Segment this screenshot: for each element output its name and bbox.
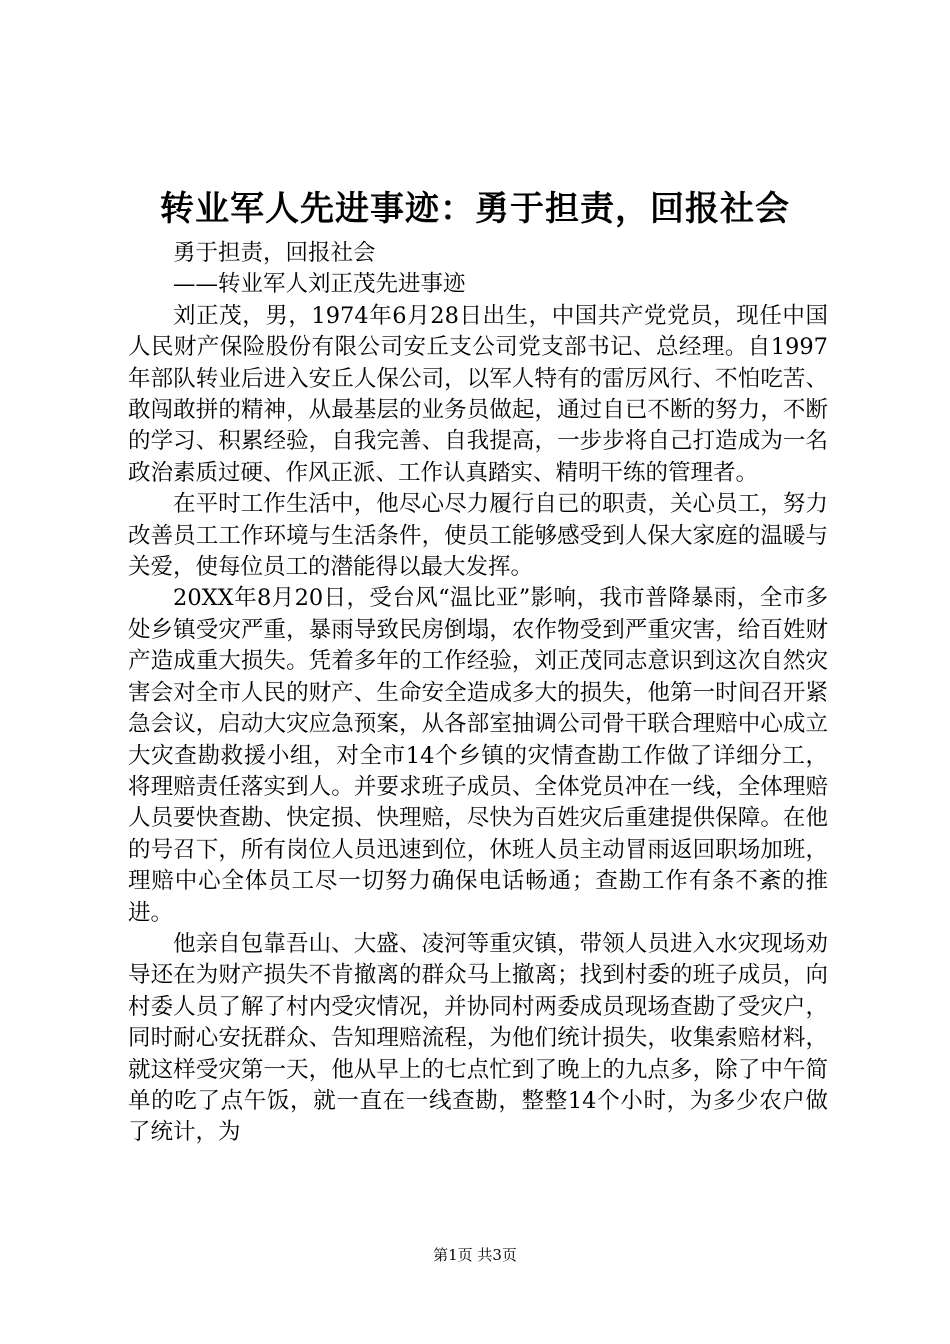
body-paragraph: 刘正茂，男，1974年6月28日出生，中国共产党党员，现任中国人民财产保险股份有限公司安丘支公司党支部书记、总经理。自1997年部队转业后进入安丘人保公司，以军人特有的雷厉风行、不怕吃苦、敢闯敢拼的精神，从最基层的业务员做起，通过自已不断的努力，不断的学习、积累经验，自我完善、自我提高，一步步将自己打造成为一名政治素质过硬、作风正派、工作认真踏实、精明干练的管理者。 — [128, 302, 828, 486]
subtitle-byline: ——转业军人刘正茂先进事迹 — [173, 271, 466, 298]
body-paragraph: 他亲自包靠吾山、大盛、凌河等重灾镇，带领人员进入水灾现场劝导还在为财产损失不肯撤离的群众马上撤离；找到村委的班子成员，向村委人员了解了村内受灾情况，并协同村两委成员现场查勘了受灾户，同时耐心安抚群众、告知理赔流程，为他们统计损失，收集索赔材料，就这样受灾第一天，他从早上的七点忙到了晚上的九点多，除了中午简单的吃了点午饭，就一直在一线查勘，整整14个小时，为多少农户做了统计，为 — [128, 930, 828, 1146]
document-body — [128, 238, 828, 1149]
subtitle-line: 勇于担责，回报社会 — [173, 240, 376, 266]
page-number-footer: 第1页 共3页 — [433, 1246, 517, 1264]
body-paragraph: 20XX年8月20日，受台风“温比亚”影响，我市普降暴雨，全市多处乡镇受灾严重，暴雨导致民房倒塌，农作物受到严重灾害，给百姓财产造成重大损失。凭着多年的工作经验，刘正茂同志意识到这次自然灾害会对全市人民的财产、生命安全造成多大的损失，他第一时间召开紧急会议，启动大灾应急预案，从各部室抽调公司骨干联合理赔中心成立大灾查勘救援小组，对全市14个乡镇的灾情查勘工作做了详细分工，将理赔责任落实到人。并要求班子成员、全体党员冲在一线，全体理赔人员要快查勘、快定损、快理赔，尽快为百姓灾后重建提供保障。在他的号召下，所有岗位人员迅速到位，休班人员主动冒雨返回职场加班，理赔中心全体员工尽一切努力确保电话畅通；查勘工作有条不紊的推进。 — [128, 585, 828, 926]
document-title: 转业军人先进事迹：勇于担责，回报社会 — [160, 189, 790, 229]
body-paragraph: 在平时工作生活中，他尽心尽力履行自已的职责，关心员工，努力改善员工工作环境与生活条件，使员工能够感受到人保大家庭的温暖与关爱，使每位员工的潜能得以最大发挥。 — [128, 491, 828, 581]
